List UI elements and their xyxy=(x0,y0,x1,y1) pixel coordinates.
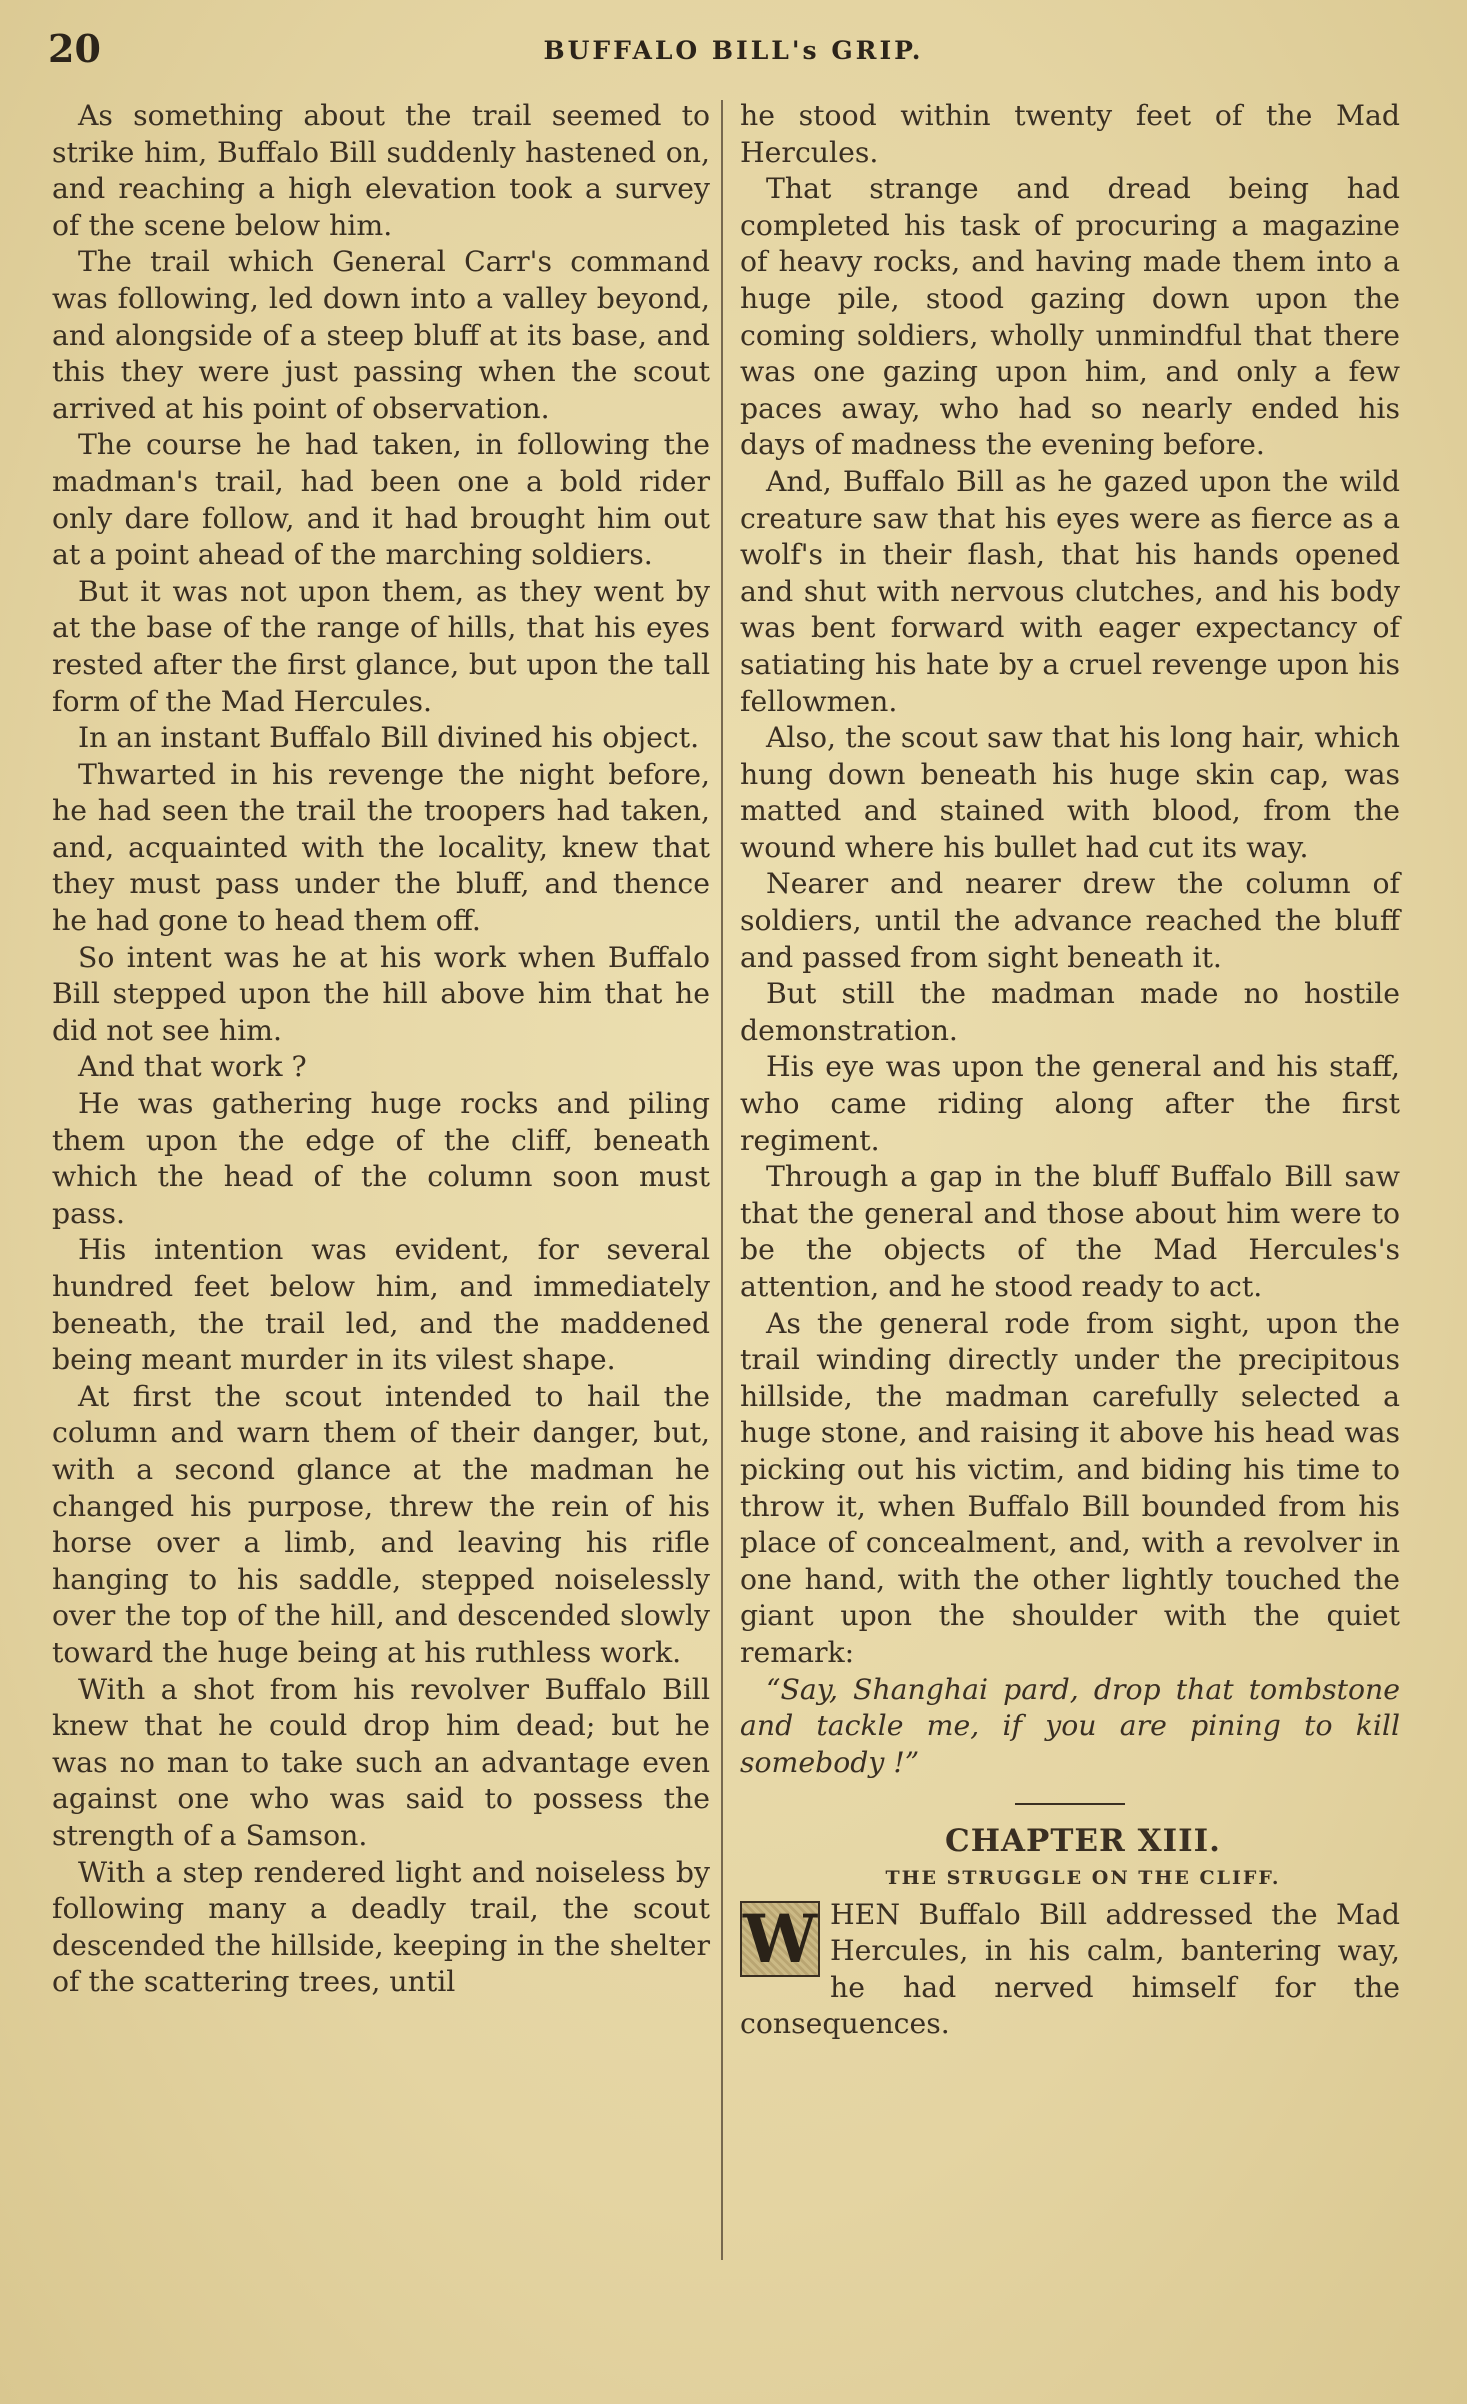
running-title: BUFFALO BILL's GRIP. xyxy=(543,36,924,65)
paragraph: He was gathering huge rocks and piling them upon the edge of the cliff, beneath which the head of the column soon must pass. xyxy=(52,1087,710,1230)
paragraph: With a shot from his revolver Buffalo Bill knew that he could drop him dead; but he was no man to take such an advantage even against one who was said to possess the strength of a Samson. xyxy=(52,1672,710,1852)
continued-paragraph: he stood within twenty feet of the Mad Hercules. xyxy=(740,99,1400,169)
chapter-rule xyxy=(1015,1803,1125,1805)
paragraph: The course he had taken, in following the madman's trail, had been one a bold rider only dare follow, and it had brought him out at a point ahead of the marching soldiers. xyxy=(52,428,710,572)
paragraph: His intention was evident, for several hundred feet below him, and immediately beneath, the trail led, and the maddened being meant murder in its vilest shape. xyxy=(52,1233,710,1377)
paragraph: His eye was upon the general and his staff, who came riding along after the first regiment. xyxy=(740,1050,1400,1157)
paragraph: But it was not upon them, as they went by at the base of the range of hills, that his eyes rested after the first glance, but upon the tall form of the Mad Hercules. xyxy=(52,574,710,718)
paragraph: Through a gap in the bluff Buffalo Bill saw that the general and those about him were to be the objects of the Mad Hercules's attention, and he stood ready to act. xyxy=(740,1160,1400,1303)
page-number: 20 xyxy=(48,26,101,71)
page-header xyxy=(0,22,1467,82)
paragraph: Also, the scout saw that his long hair, which hung down beneath his huge skin cap, was matted and stained with blood, from the wound where his bullet had cut its way. xyxy=(740,721,1400,864)
chapter-opening-paragraph xyxy=(740,1897,1400,2043)
paragraph: With a step rendered light and noiseless by following many a deadly trail, the scout descended the hillside, keeping in the shelter of the scattering trees, until xyxy=(52,1855,710,1999)
paragraph: And, Buffalo Bill as he gazed upon the wild creature saw that his eyes were as fierce as a wolf's in their flash, that his hands opened and shut with nervous clutches, and his body was bent forward with eager expectancy of satiating his hate by a cruel revenge upon his fellowmen. xyxy=(740,464,1400,718)
paragraph: Thwarted in his revenge the night before, he had seen the trail the troopers had taken, and, acquainted with the locality, knew that they must pass under the bluff, and thence he had gone to head them off. xyxy=(52,757,710,938)
paragraph: But still the madman made no hostile demonstration. xyxy=(740,977,1400,1047)
paragraph: And that work ? xyxy=(78,1050,307,1084)
chapter-title: CHAPTER XIII. xyxy=(945,1823,1221,1860)
paragraph: At first the scout intended to hail the column and warn them of their danger, but, with a second glance at the madman he changed his purpose, threw the rein of his horse over a limb, and leaving his rifle hanging to his saddle, stepped noiselessly over the top of the hill, and descended slowly toward the huge being at his ruthless work. xyxy=(52,1379,710,1669)
paragraph: In an instant Buffalo Bill divined his object. xyxy=(78,721,700,755)
paragraph: Nearer and nearer drew the column of soldiers, until the advance reached the bluff and passed from sight beneath it. xyxy=(740,867,1400,974)
paragraph: That strange and dread being had completed his task of procuring a magazine of heavy rocks, and having made them into a huge pile, stood gazing down upon the coming soldiers, wholly unmindful that there was one gazing upon him, and only a few paces away, who had so nearly ended his days of madness the evening before. xyxy=(740,172,1400,462)
left-column xyxy=(52,98,710,2001)
column-divider xyxy=(721,100,723,2260)
right-column xyxy=(740,98,1400,2043)
quoted-remark: “Say, Shanghai pard, drop that tombstone and tackle me, if you are pining to kill somebody !” xyxy=(740,1672,1400,1779)
paragraph: The trail which General Carr's command was following, led down into a valley beyond, and alongside of a steep bluff at its base, and this they were just passing when the scout arrived at his point of observation. xyxy=(52,245,710,425)
drop-cap: W xyxy=(740,1901,820,1977)
paragraph: As the general rode from sight, upon the trail winding directly under the precipitous hillside, the madman carefully selected a huge stone, and raising it above his head was picking out his victim, and biding his time to throw it, when Buffalo Bill bounded from his place of concealment, and, with a revolver in one hand, with the other lightly touched the giant upon the shoulder with the quiet remark: xyxy=(740,1306,1400,1669)
paragraph: As something about the trail seemed to strike him, Buffalo Bill suddenly hastened on, and reaching a high elevation took a survey of the scene below him. xyxy=(52,99,710,242)
paragraph: So intent was he at his work when Buffalo Bill stepped upon the hill above him that he did not see him. xyxy=(52,940,710,1047)
chapter-opening-text: HEN Buffalo Bill addressed the Mad Hercules, in his calm, bantering way, he had nerved himself for the consequences. xyxy=(740,1897,1400,2041)
chapter-subtitle: THE STRUGGLE ON THE CLIFF. xyxy=(885,1866,1281,1889)
